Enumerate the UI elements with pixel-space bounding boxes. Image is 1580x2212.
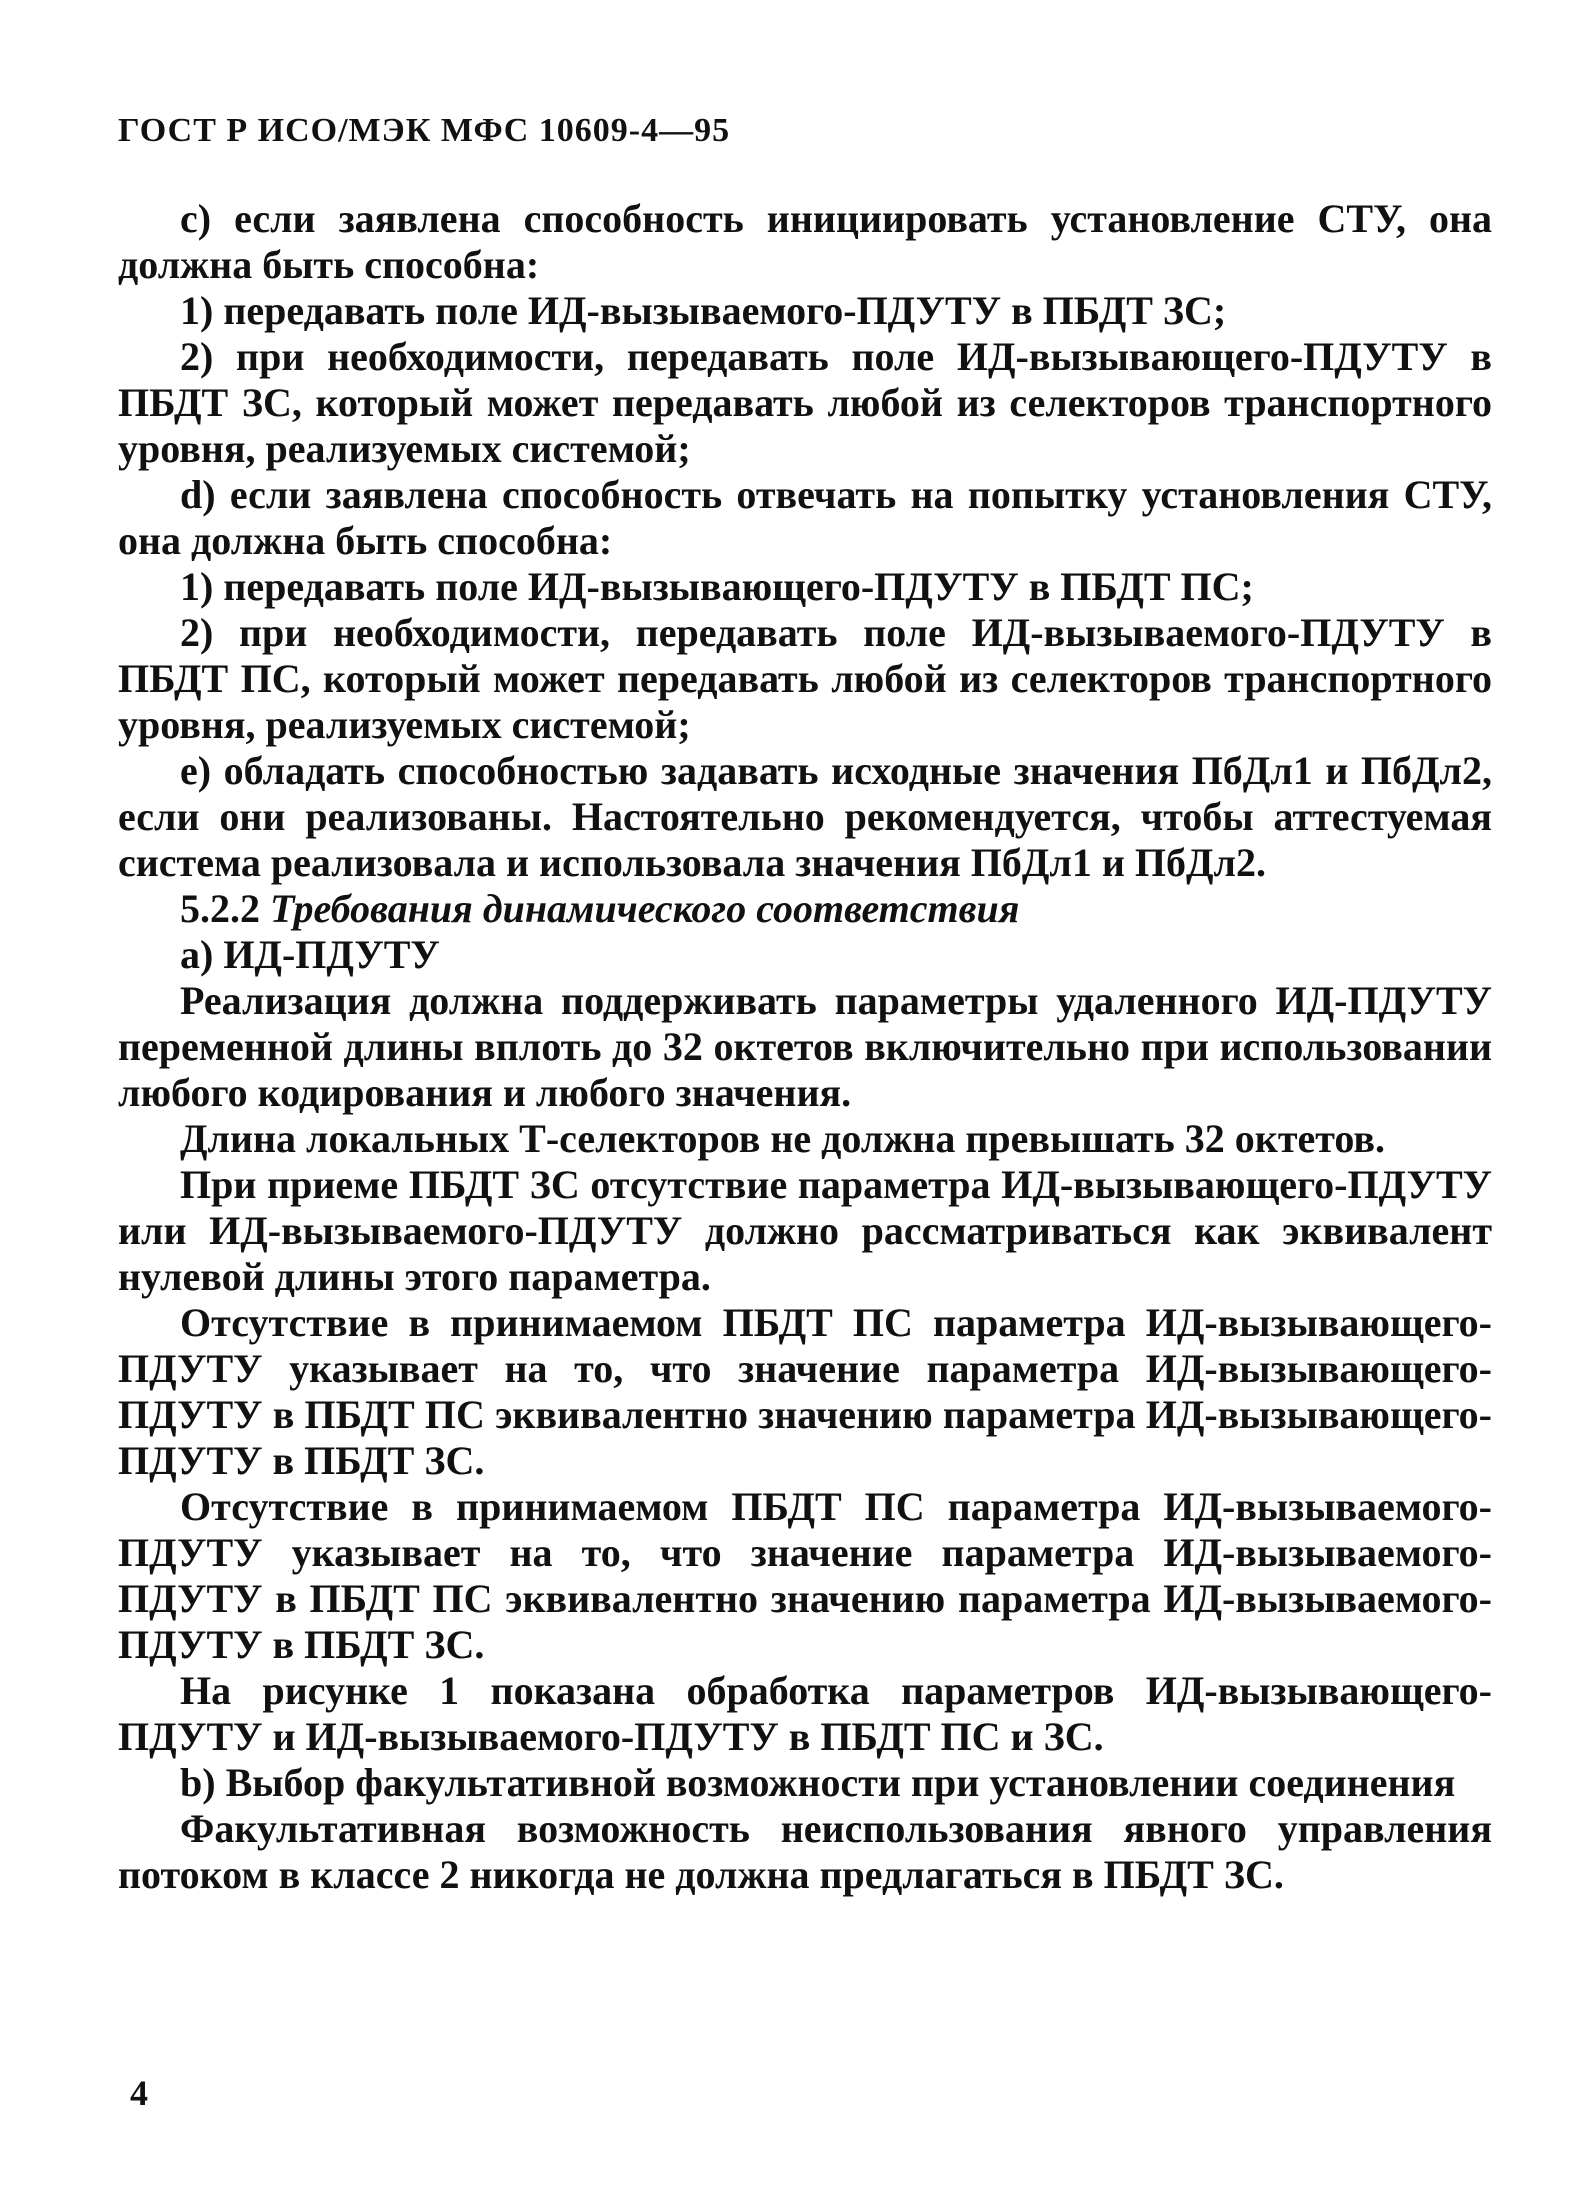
paragraph-a-2: Длина локальных Т-селекторов не должна превышать 32 октетов.	[180, 1116, 1385, 1161]
paragraph-e: е) обладать способностью задавать исходные значения ПбДл1 и ПбДл2, если они реализованы. Настоятельно рекомендуется, чтобы аттестуемая система реализовала и использовала значения ПбДл1 и ПбДл2.	[118, 748, 1492, 885]
standard-id: ГОСТ Р ИСО/МЭК МФС 10609-4—95	[118, 112, 731, 149]
document-header	[118, 112, 730, 150]
paragraph-a-5: Отсутствие в принимаемом ПБДТ ПС параметра ИД-вызываемого-ПДУТУ указывает на то, что значение параметра ИД-вызываемого-ПДУТУ в ПБДТ ПС эквивалентно значению параметра ИД-вызываемого-ПДУТУ в ПБДТ ЗС.	[118, 1484, 1492, 1667]
paragraph-a-3: При приеме ПБДТ ЗС отсутствие параметра ИД-вызывающего-ПДУТУ или ИД-вызываемого-ПДУТУ должно рассматриваться как эквивалент нулевой длины этого параметра.	[118, 1162, 1492, 1299]
paragraph-c: с) если заявлена способность инициировать установление СТУ, она должна быть способна:	[118, 196, 1492, 287]
body-text	[118, 196, 1492, 1898]
paragraph-a-heading: а) ИД-ПДУТУ	[180, 932, 440, 977]
paragraph-d-1: 1) передавать поле ИД-вызывающего-ПДУТУ в ПБДТ ПС;	[180, 564, 1254, 609]
paragraph-d-2: 2) при необходимости, передавать поле ИД-вызываемого-ПДУТУ в ПБДТ ПС, который может передавать любой из селекторов транспортного уровня, реализуемых системой;	[118, 610, 1492, 747]
paragraph-a-4: Отсутствие в принимаемом ПБДТ ПС параметра ИД-вызывающего-ПДУТУ указывает на то, что значение параметра ИД-вызывающего-ПДУТУ в ПБДТ ПС эквивалентно значению параметра ИД-вызывающего-ПДУТУ в ПБДТ ЗС.	[118, 1300, 1492, 1483]
page-number: 4	[130, 2073, 148, 2113]
paragraph-a-1: Реализация должна поддерживать параметры удаленного ИД-ПДУТУ переменной длины вплоть до 32 октетов включительно при использовании любого кодирования и любого значения.	[118, 978, 1492, 1115]
paragraph-b-heading: b) Выбор факультативной возможности при установлении соединения	[180, 1760, 1456, 1805]
paragraph-c-2: 2) при необходимости, передавать поле ИД-вызывающего-ПДУТУ в ПБДТ ЗС, который может передавать любой из селекторов транспортного уровня, реализуемых системой;	[118, 334, 1492, 471]
paragraph-c-1: 1) передавать поле ИД-вызываемого-ПДУТУ в ПБДТ ЗС;	[180, 288, 1227, 333]
paragraph-a-6: На рисунке 1 показана обработка параметров ИД-вызывающего-ПДУТУ и ИД-вызываемого-ПДУТУ в ПБДТ ПС и ЗС.	[118, 1668, 1492, 1759]
paragraph-d: d) если заявлена способность отвечать на попытку установления СТУ, она должна быть способна:	[118, 472, 1492, 563]
section-number: 5.2.2	[180, 886, 260, 931]
paragraph-b-1: Факультативная возможность неиспользования явного управления потоком в классе 2 никогда не должна предлагаться в ПБДТ ЗС.	[118, 1806, 1492, 1897]
section-title: Требования динамического соответствия	[270, 886, 1020, 931]
section-heading	[118, 886, 1492, 932]
